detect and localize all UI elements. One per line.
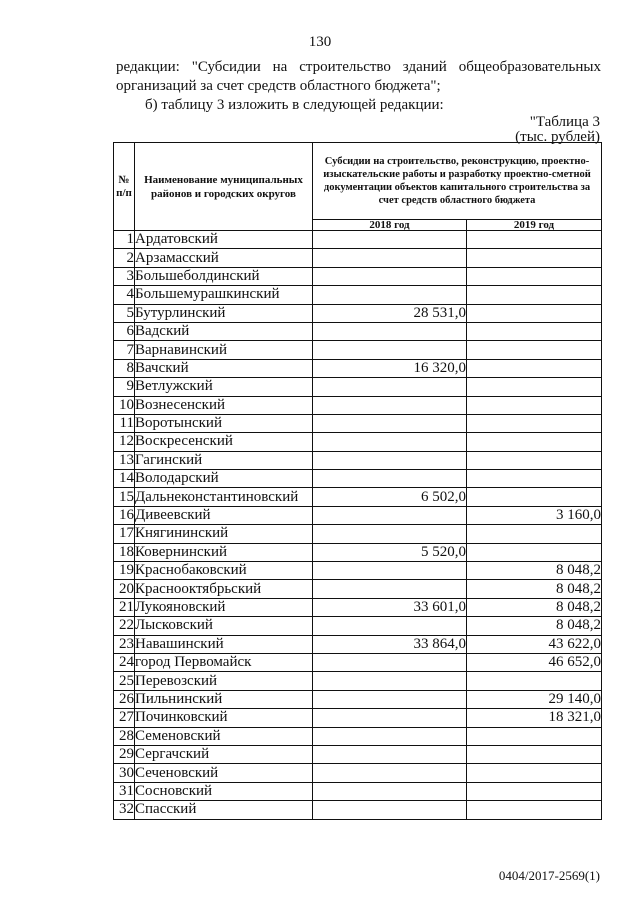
row-value-2018 bbox=[313, 286, 467, 304]
row-name: Лысковский bbox=[135, 617, 313, 635]
table-row bbox=[114, 672, 602, 690]
table-row bbox=[114, 525, 602, 543]
row-value-2019 bbox=[467, 782, 602, 800]
row-name: Володарский bbox=[135, 470, 313, 488]
row-value-2019: 8 048,2 bbox=[467, 580, 602, 598]
table-row bbox=[114, 598, 602, 616]
row-number: 13 bbox=[114, 451, 135, 469]
intro-line-3: б) таблицу 3 изложить в следующей редакции: bbox=[145, 97, 444, 113]
document-code: 0404/2017-2569(1) bbox=[498, 868, 600, 883]
row-value-2018 bbox=[313, 414, 467, 432]
page-number: 130 bbox=[308, 34, 332, 50]
table-row bbox=[114, 653, 602, 671]
table-row bbox=[114, 341, 602, 359]
row-value-2019 bbox=[467, 286, 602, 304]
row-number: 18 bbox=[114, 543, 135, 561]
row-number: 1 bbox=[114, 231, 135, 249]
row-name: Воротынский bbox=[135, 414, 313, 432]
row-name: город Первомайск bbox=[135, 653, 313, 671]
table-units: (тыс. рублей) bbox=[515, 129, 600, 145]
table-row bbox=[114, 506, 602, 524]
table-row bbox=[114, 414, 602, 432]
row-name: Ардатовский bbox=[135, 231, 313, 249]
row-name: Вачский bbox=[135, 359, 313, 377]
row-value-2019 bbox=[467, 396, 602, 414]
row-name: Вознесенский bbox=[135, 396, 313, 414]
row-name: Вадский bbox=[135, 322, 313, 340]
row-name: Бутурлинский bbox=[135, 304, 313, 322]
row-name: Пильнинский bbox=[135, 690, 313, 708]
table-row bbox=[114, 635, 602, 653]
row-name: Починковский bbox=[135, 709, 313, 727]
row-value-2018: 6 502,0 bbox=[313, 488, 467, 506]
row-value-2018 bbox=[313, 672, 467, 690]
table-row bbox=[114, 378, 602, 396]
header-number: № п/п bbox=[114, 143, 135, 231]
row-number: 5 bbox=[114, 304, 135, 322]
row-value-2018 bbox=[313, 709, 467, 727]
row-value-2018 bbox=[313, 470, 467, 488]
table-row bbox=[114, 231, 602, 249]
row-number: 21 bbox=[114, 598, 135, 616]
row-value-2018 bbox=[313, 745, 467, 763]
row-name: Спасский bbox=[135, 801, 313, 819]
row-number: 16 bbox=[114, 506, 135, 524]
row-value-2019: 29 140,0 bbox=[467, 690, 602, 708]
header-name: Наименование муниципальных районов и городских округов bbox=[135, 143, 313, 231]
row-value-2019 bbox=[467, 249, 602, 267]
row-value-2019 bbox=[467, 727, 602, 745]
row-number: 3 bbox=[114, 267, 135, 285]
row-value-2018: 16 320,0 bbox=[313, 359, 467, 377]
table-row bbox=[114, 745, 602, 763]
row-number: 25 bbox=[114, 672, 135, 690]
row-value-2018 bbox=[313, 433, 467, 451]
row-value-2019 bbox=[467, 267, 602, 285]
row-name: Варнавинский bbox=[135, 341, 313, 359]
row-value-2019: 18 321,0 bbox=[467, 709, 602, 727]
row-value-2018 bbox=[313, 378, 467, 396]
row-value-2019 bbox=[467, 525, 602, 543]
row-value-2018: 5 520,0 bbox=[313, 543, 467, 561]
row-name: Сеченовский bbox=[135, 764, 313, 782]
row-value-2018 bbox=[313, 801, 467, 819]
row-name: Сергачский bbox=[135, 745, 313, 763]
row-value-2018 bbox=[313, 727, 467, 745]
row-name: Дальнеконстантиновский bbox=[135, 488, 313, 506]
row-name: Перевозский bbox=[135, 672, 313, 690]
row-number: 26 bbox=[114, 690, 135, 708]
row-value-2019 bbox=[467, 359, 602, 377]
table-row bbox=[114, 617, 602, 635]
row-value-2019 bbox=[467, 543, 602, 561]
row-number: 2 bbox=[114, 249, 135, 267]
row-number: 29 bbox=[114, 745, 135, 763]
row-name: Большемурашкинский bbox=[135, 286, 313, 304]
table-row bbox=[114, 782, 602, 800]
table-row bbox=[114, 433, 602, 451]
table-row bbox=[114, 470, 602, 488]
table-row bbox=[114, 764, 602, 782]
row-value-2019 bbox=[467, 470, 602, 488]
row-value-2018: 33 601,0 bbox=[313, 598, 467, 616]
row-value-2019: 8 048,2 bbox=[467, 617, 602, 635]
row-value-2019 bbox=[467, 304, 602, 322]
row-number: 12 bbox=[114, 433, 135, 451]
row-name: Дивеевский bbox=[135, 506, 313, 524]
row-number: 7 bbox=[114, 341, 135, 359]
row-value-2019 bbox=[467, 341, 602, 359]
table-row bbox=[114, 304, 602, 322]
table-row bbox=[114, 322, 602, 340]
intro-line-1: редакции: "Субсидии на строительство зданий общеобразовательных bbox=[116, 59, 601, 75]
row-value-2018 bbox=[313, 341, 467, 359]
header-subsidies: Субсидии на строительство, реконструкцию, проектно-изыскательские работы и разработку проектно-сметной документации объектов капитального строительства за счет средств областного бюджета bbox=[313, 143, 602, 220]
row-number: 31 bbox=[114, 782, 135, 800]
row-number: 23 bbox=[114, 635, 135, 653]
row-name: Гагинский bbox=[135, 451, 313, 469]
row-value-2019 bbox=[467, 414, 602, 432]
row-value-2018 bbox=[313, 267, 467, 285]
row-number: 20 bbox=[114, 580, 135, 598]
table-body bbox=[114, 231, 602, 820]
table-caption: "Таблица 3 bbox=[529, 114, 600, 130]
row-number: 6 bbox=[114, 322, 135, 340]
row-value-2018 bbox=[313, 617, 467, 635]
row-number: 9 bbox=[114, 378, 135, 396]
subsidies-table bbox=[113, 142, 602, 820]
row-value-2018 bbox=[313, 322, 467, 340]
row-value-2019 bbox=[467, 745, 602, 763]
row-name: Сосновский bbox=[135, 782, 313, 800]
row-value-2019 bbox=[467, 451, 602, 469]
row-number: 19 bbox=[114, 562, 135, 580]
row-name: Краснобаковский bbox=[135, 562, 313, 580]
row-value-2018 bbox=[313, 764, 467, 782]
row-value-2019 bbox=[467, 433, 602, 451]
row-value-2019: 46 652,0 bbox=[467, 653, 602, 671]
row-value-2018: 33 864,0 bbox=[313, 635, 467, 653]
row-number: 17 bbox=[114, 525, 135, 543]
row-number: 11 bbox=[114, 414, 135, 432]
intro-line-2: организаций за счет средств областного бюджета"; bbox=[116, 78, 441, 94]
row-name: Семеновский bbox=[135, 727, 313, 745]
row-value-2018 bbox=[313, 451, 467, 469]
row-value-2019: 3 160,0 bbox=[467, 506, 602, 524]
row-value-2019: 8 048,2 bbox=[467, 562, 602, 580]
table-row bbox=[114, 690, 602, 708]
row-number: 8 bbox=[114, 359, 135, 377]
row-value-2018 bbox=[313, 690, 467, 708]
row-number: 32 bbox=[114, 801, 135, 819]
table-row bbox=[114, 709, 602, 727]
row-number: 27 bbox=[114, 709, 135, 727]
row-name: Ветлужский bbox=[135, 378, 313, 396]
table-row bbox=[114, 286, 602, 304]
row-name: Лукояновский bbox=[135, 598, 313, 616]
table-row bbox=[114, 267, 602, 285]
table-row bbox=[114, 727, 602, 745]
row-value-2019 bbox=[467, 672, 602, 690]
table-row bbox=[114, 396, 602, 414]
row-number: 24 bbox=[114, 653, 135, 671]
row-name: Воскресенский bbox=[135, 433, 313, 451]
row-value-2018 bbox=[313, 782, 467, 800]
row-number: 10 bbox=[114, 396, 135, 414]
row-value-2018: 28 531,0 bbox=[313, 304, 467, 322]
row-name: Арзамасский bbox=[135, 249, 313, 267]
table-row bbox=[114, 562, 602, 580]
row-value-2018 bbox=[313, 580, 467, 598]
header-year-2018: 2018 год bbox=[313, 220, 467, 231]
row-value-2018 bbox=[313, 396, 467, 414]
row-value-2018 bbox=[313, 249, 467, 267]
row-value-2019 bbox=[467, 231, 602, 249]
row-value-2019: 8 048,2 bbox=[467, 598, 602, 616]
table-row bbox=[114, 249, 602, 267]
table-row bbox=[114, 801, 602, 819]
table-row bbox=[114, 359, 602, 377]
row-value-2018 bbox=[313, 653, 467, 671]
row-value-2018 bbox=[313, 525, 467, 543]
row-value-2019 bbox=[467, 488, 602, 506]
table-row bbox=[114, 580, 602, 598]
row-name: Краснооктябрьский bbox=[135, 580, 313, 598]
table-row bbox=[114, 451, 602, 469]
row-value-2019 bbox=[467, 801, 602, 819]
row-number: 28 bbox=[114, 727, 135, 745]
row-number: 30 bbox=[114, 764, 135, 782]
row-value-2019 bbox=[467, 378, 602, 396]
row-name: Большеболдинский bbox=[135, 267, 313, 285]
row-number: 22 bbox=[114, 617, 135, 635]
row-number: 4 bbox=[114, 286, 135, 304]
row-value-2018 bbox=[313, 562, 467, 580]
table-row bbox=[114, 488, 602, 506]
row-value-2018 bbox=[313, 506, 467, 524]
row-name: Навашинский bbox=[135, 635, 313, 653]
row-number: 14 bbox=[114, 470, 135, 488]
row-name: Княгининский bbox=[135, 525, 313, 543]
row-name: Ковернинский bbox=[135, 543, 313, 561]
header-year-2019: 2019 год bbox=[467, 220, 602, 231]
row-value-2019 bbox=[467, 322, 602, 340]
row-value-2019 bbox=[467, 764, 602, 782]
table-row bbox=[114, 543, 602, 561]
row-value-2019: 43 622,0 bbox=[467, 635, 602, 653]
row-value-2018 bbox=[313, 231, 467, 249]
row-number: 15 bbox=[114, 488, 135, 506]
